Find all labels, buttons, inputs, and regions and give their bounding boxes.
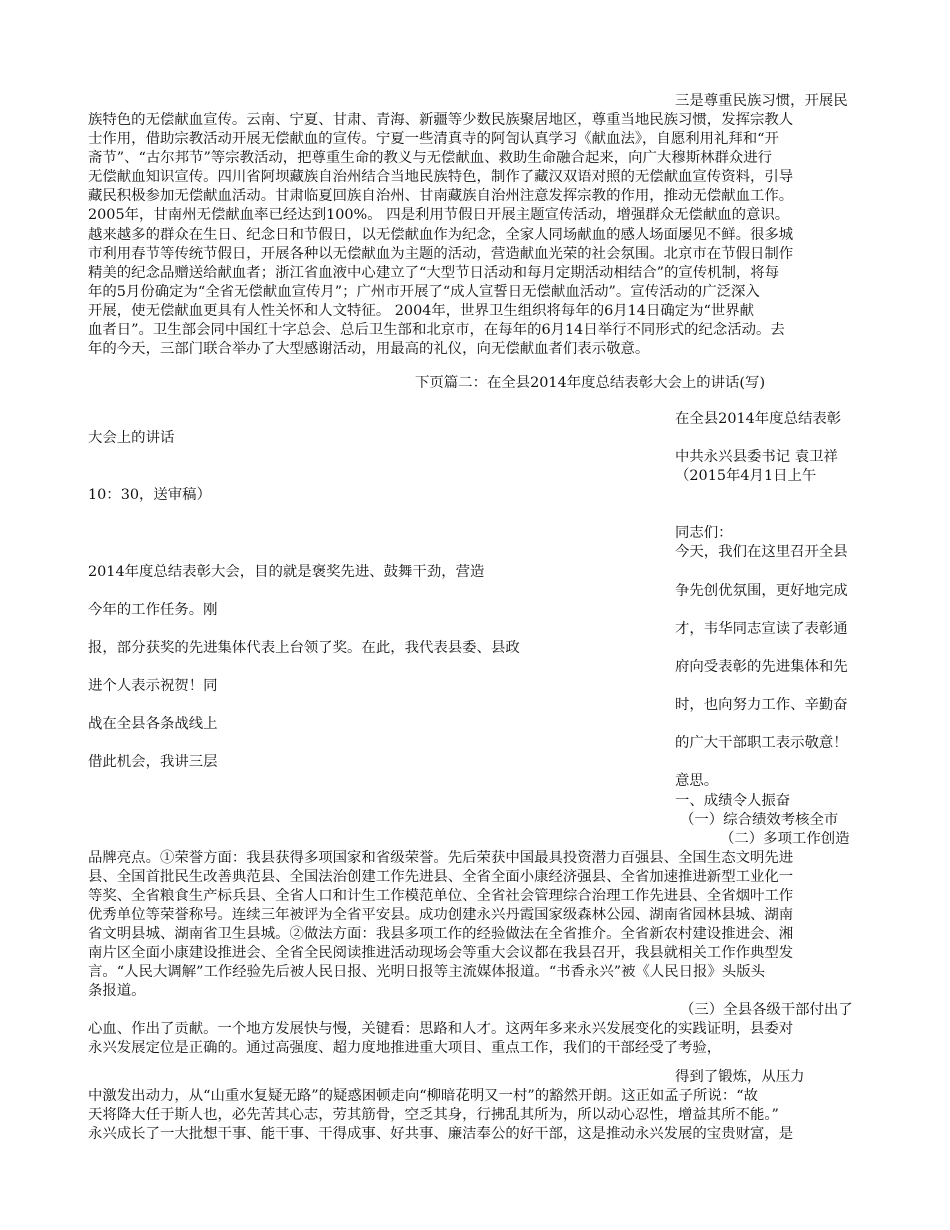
paragraph-line: 血者日”。卫生部会同中国红十字总会、总后卫生部和北京市，在每年的6月14日举行不同形式的纪念活动。去 [88,322,785,338]
paragraph-line: 得到了锻炼，从压力 [675,1069,805,1085]
speech-title-continued: 大会上的讲话 [88,430,175,446]
paragraph-line: 府向受表彰的先进集体和先 [675,659,848,675]
paragraph-line: 中激发出动力，从“山重水复疑无路”的疑惑困顿走向“柳暗花明又一村”的豁然开朗。这正如孟子所说：“故 [88,1088,758,1104]
paragraph-line: 永兴成长了一大批想干事、能干事、干得成事、好共事、廉洁奉公的好干部，这是推动永兴发展的宝贵财富，是 [88,1126,794,1142]
subsection-heading: （一）综合绩效考核全市 [680,812,839,828]
paragraph-line: 意思。 [675,773,719,789]
paragraph-line: 南片区全面小康建设推进会、全省全民阅读推进活动现场会等重大会议都在我县召开，我县就相关工作作典型发 [88,945,794,961]
paragraph-line: 开展，使无偿献血更具有人性关怀和人文特征。 2004年，世界卫生组织将每年的6月14日确定为“世界献 [88,303,755,319]
date-line-continued: 10：30，送审稿） [88,487,211,503]
paragraph-line: 心血、作出了贡献。一个地方发展快与慢，关键看：思路和人才。这两年多来永兴发展变化的实践证明，县委对 [88,1021,794,1037]
section-heading: 下页篇二：在全县2014年度总结表彰大会上的讲话(写) [415,375,766,391]
speech-title: 在全县2014年度总结表彰 [675,411,842,427]
paragraph-line: 年的5月份确定为“全省无偿献血宣传月”；广州市开展了“成人宣誓日无偿献血活动”。宣传活动的广泛深入 [88,284,760,300]
speaker-line: 中共永兴县委书记 袁卫祥 [675,449,838,465]
paragraph-line: 年的今天，三部门联合举办了大型感谢活动，用最高的礼仪，向无偿献血者们表示敬意。 [88,341,650,357]
paragraph-line: 2005年，甘南州无偿献血率已经达到100%。 四是利用节假日开展主题宣传活动，增强群众无偿献血的意识。 [88,207,790,223]
paragraph-line: 才，韦华同志宣读了表彰通 [675,621,848,637]
section-heading: 一、成绩令人振奋 [675,793,791,809]
paragraph-line: 天将降大任于斯人也，必先苦其心志，劳其筋骨，空乏其身，行拂乱其所为，所以动心忍性，增益其所不能。” [88,1107,779,1123]
paragraph-line: 借此机会，我讲三层 [88,754,218,770]
paragraph-line: 今年的工作任务。刚 [88,602,218,618]
salutation: 同志们： [675,525,733,541]
paragraph-line: 时，也向努力工作、辛勤奋 [675,697,848,713]
paragraph-line: 战在全县各条战线上 [88,716,218,732]
paragraph-line: 报，部分获奖的先进集体代表上台领了奖。在此，我代表县委、县政 [88,640,520,656]
paragraph-line: 县、全国首批民生改善典范县、全国法治创建工作先进县、全省全面小康经济强县、全省加速推进新型工业化一 [88,869,794,885]
paragraph-line: 藏民积极参加无偿献血活动。甘肃临夏回族自治州、甘南藏族自治州注意发挥宗教的作用，推动无偿献血工作。 [88,188,794,204]
paragraph-line: 三是尊重民族习惯，开展民 [675,93,848,109]
subsection-heading: （三）全县各级干部付出了 [680,1002,853,1018]
paragraph-line: 士作用，借助宗教活动开展无偿献血的宣传。宁夏一些清真寺的阿訇认真学习《献血法》，自愿利用礼拜和“开 [88,131,779,147]
date-line: （2015年4月1日上午 [675,468,817,484]
paragraph-line: 等奖、全省粮食生产标兵县、全省人口和计生工作模范单位、全省社会管理综合治理工作先进县、全省烟叶工作 [88,888,794,904]
paragraph-line: 无偿献血知识宣传。四川省阿坝藏族自治州结合当地民族特色，制作了藏汉双语对照的无偿献血宣传资料，引导 [88,169,794,185]
paragraph-line: 精美的纪念品赠送给献血者；浙江省血液中心建立了“大型节日活动和每月定期活动相结合”的宣传机制，将每 [88,265,780,281]
paragraph-line: 市利用春节等传统节假日，开展各种以无偿献血为主题的活动，营造献血光荣的社会氛围。北京市在节假日制作 [88,246,794,262]
paragraph-line: 永兴发展定位是正确的。通过高强度、超力度地推进重大项目、重点工作，我们的干部经受了考验， [88,1040,722,1056]
paragraph-line: 2014年度总结表彰大会，目的就是褒奖先进、鼓舞干劲，营造 [88,564,485,580]
paragraph-line: 越来越多的群众在生日、纪念日和节假日，以无偿献血作为纪念，全家人同场献血的感人场面屡见不鲜。很多城 [88,227,794,243]
paragraph-line: 品牌亮点。①荣誉方面：我县获得多项国家和省级荣誉。先后荣获中国最具投资潜力百强县、全国生态文明先进 [88,850,794,866]
paragraph-line: 族特色的无偿献血宣传。云南、宁夏、甘肃、青海、新疆等少数民族聚居地区，尊重当地民族习惯，发挥宗教人 [88,112,794,128]
paragraph-line: 条报道。 [88,983,146,999]
paragraph-line: 争先创优氛围，更好地完成 [675,583,848,599]
paragraph-line: 优秀单位等荣誉称号。连续三年被评为全省平安县。成功创建永兴丹霞国家级森林公园、湖南省园林县城、湖南 [88,907,794,923]
paragraph-line: 省文明县城、湖南省卫生县城。②做法方面：我县多项工作的经验做法在全省推介。全省新农村建设推进会、湘 [88,926,794,942]
paragraph-line: 斋节”、“古尔邦节”等宗教活动，把尊重生命的教义与无偿献血、救助生命融合起来，向广大穆斯林群众进行 [88,150,773,166]
paragraph-line: 进个人表示祝贺！同 [88,678,218,694]
paragraph-line: 今天，我们在这里召开全县 [675,544,848,560]
paragraph-line: 的广大干部职工表示敬意！ [675,735,848,751]
subsection-heading: （二）多项工作创造 [720,831,850,847]
paragraph-line: 言。“人民大调解”工作经验先后被人民日报、光明日报等主流媒体报道。“书香永兴”被《人民日报》头版头 [88,964,766,980]
